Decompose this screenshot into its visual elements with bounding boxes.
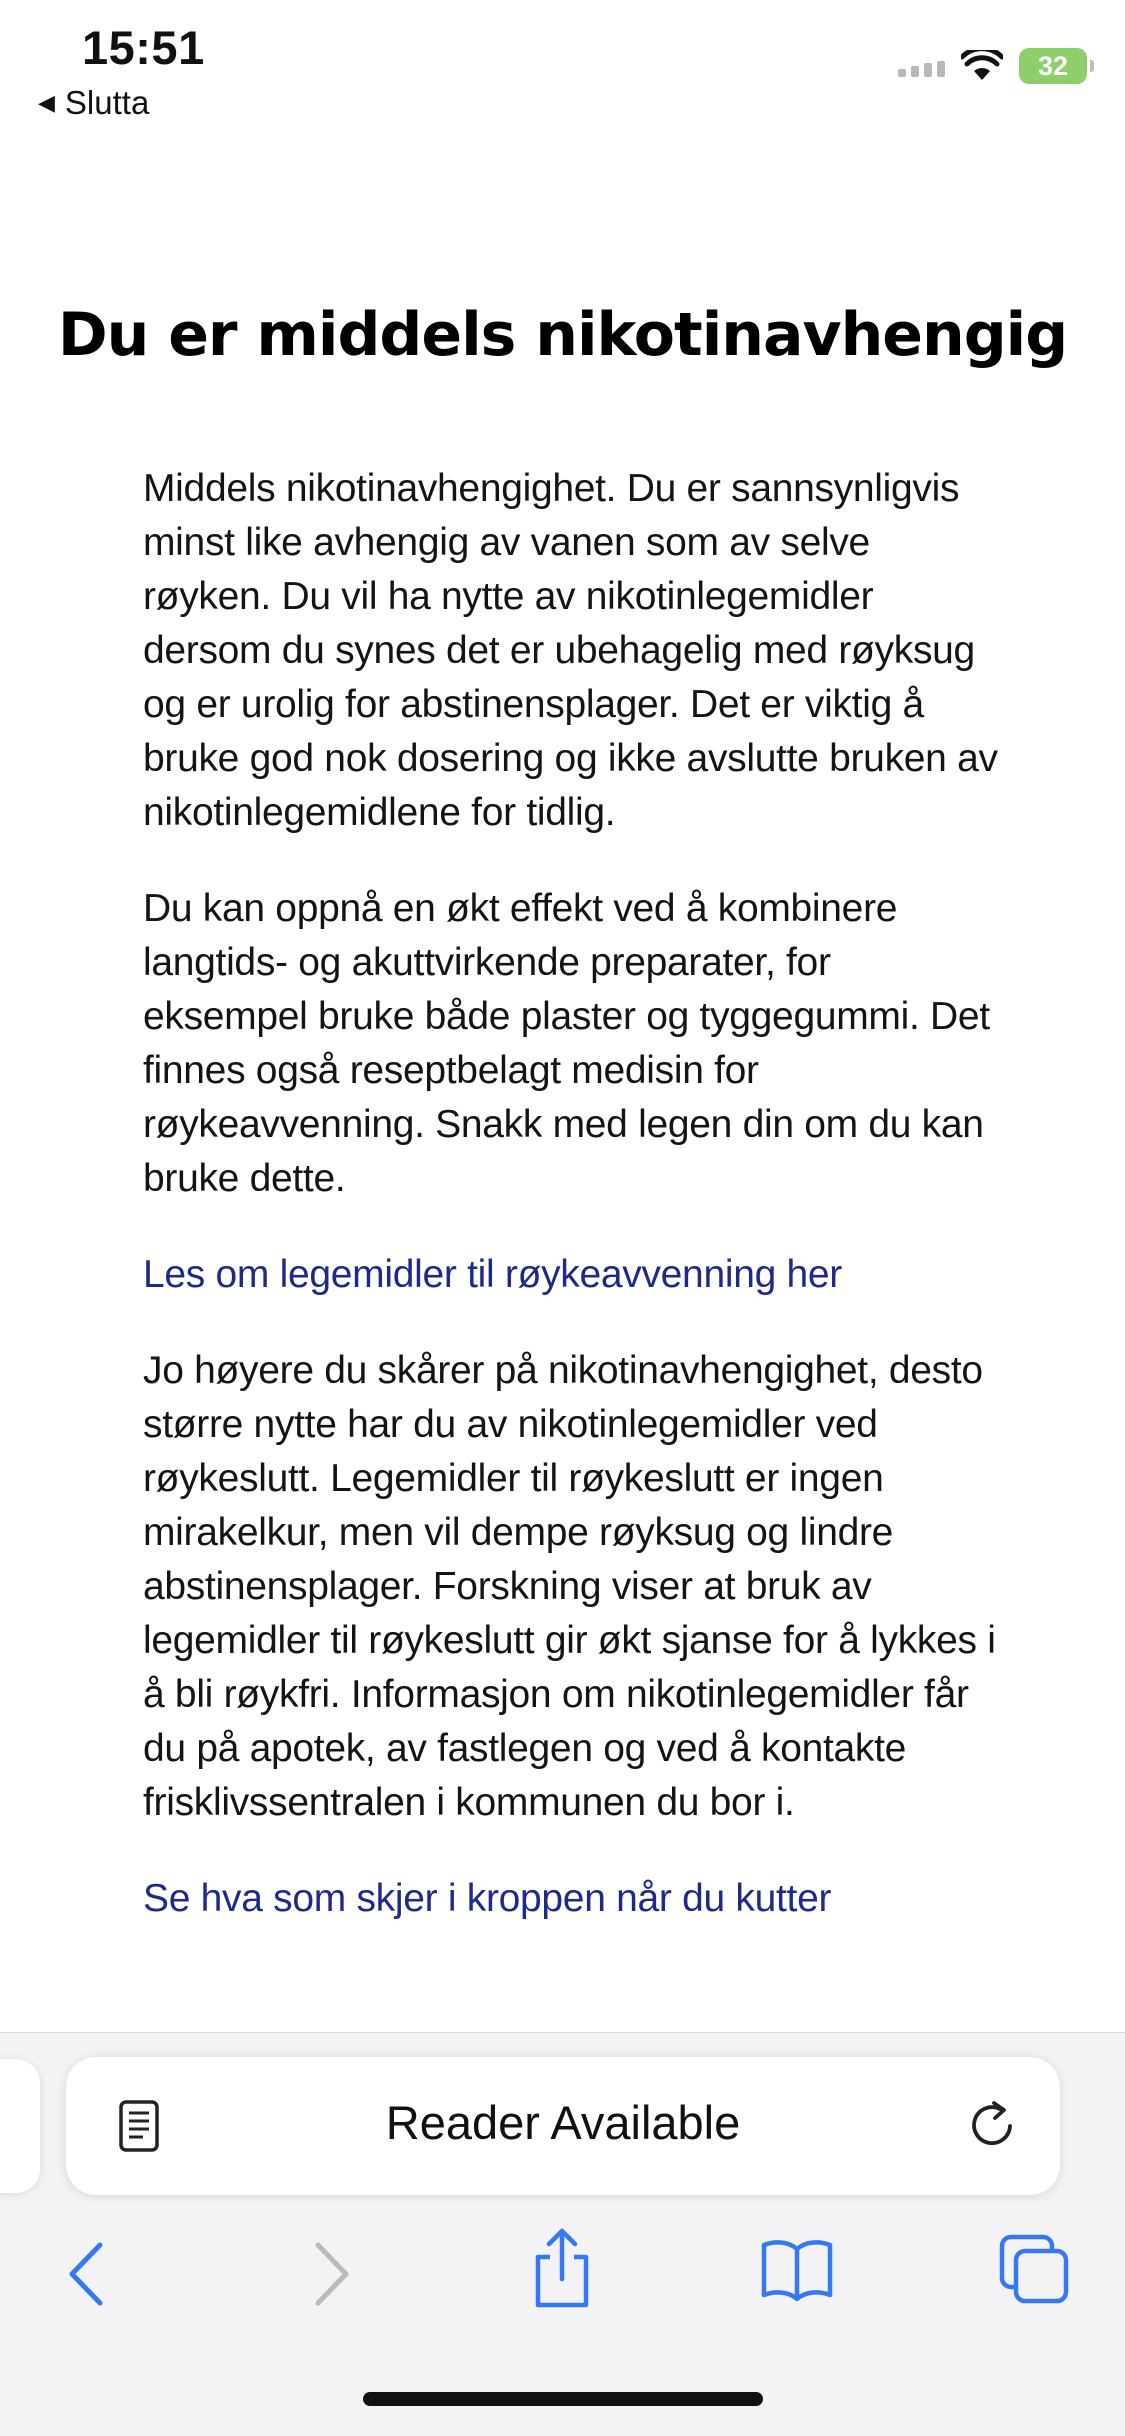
- back-app-label: Slutta: [64, 84, 150, 121]
- wifi-icon: [961, 50, 1003, 82]
- back-to-app-button[interactable]: [38, 84, 149, 122]
- article-content: [143, 462, 1003, 1968]
- reader-available-label: Reader Available: [385, 2096, 741, 2149]
- back-triangle-icon: ◀: [38, 90, 55, 115]
- browser-toolbar: [0, 2032, 1125, 2436]
- reload-icon[interactable]: [964, 2097, 1020, 2153]
- page-title: Du er middels nikotinavhengig: [57, 300, 1068, 370]
- home-indicator[interactable]: [363, 2392, 763, 2406]
- paragraph-benefits: Jo høyere du skårer på nikotinavhengighet, desto større nytte har du av nikotinlegemidler ved røykeslutt. Legemidler til røykeslutt er ingen mirakelkur, men vil dempe røyksug og lindre abstinensplager. Forskning viser at bruk av legemidler til røykeslutt gir økt sjanse for å lykkes i å bli røykfri. Informasjon om nikotinlegemidler får du på apotek, av fastlegen og ved å kontakte frisklivssentralen i kommunen du bor i.: [143, 1349, 996, 1824]
- paragraph-combination: Du kan oppnå en økt effekt ved å kombinere langtids- og akuttvirkende preparater, for eksempel bruke både plaster og tyggegummi. Det finnes også reseptbelagt medisin for røykeavvenning. Snakk med legen din om du kan bruke dette.: [143, 887, 990, 1200]
- link-body-effects[interactable]: Se hva som skjer i kroppen når du kutter: [143, 1877, 832, 1920]
- battery-icon: [1019, 48, 1087, 84]
- battery-level: 32: [1037, 50, 1069, 81]
- address-bar[interactable]: [66, 2057, 1060, 2195]
- paragraph-dependency: Middels nikotinavhengighet. Du er sannsynligvis minst like avhengig av vanen som av selve røyken. Du vil ha nytte av nikotinlegemidler dersom du synes det er ubehagelig med røyksug og er urolig for abstinensplager. Det er viktig å bruke god nok dosering og ikke avslutte bruken av nikotinlegemidlene for tidlig.: [143, 467, 998, 834]
- chevron-left-icon[interactable]: [62, 2239, 112, 2309]
- link-medications[interactable]: Les om legemidler til røykeavvenning her: [143, 1253, 842, 1296]
- chevron-right-icon[interactable]: [306, 2239, 356, 2309]
- previous-tab-preview[interactable]: [0, 2059, 40, 2193]
- share-icon[interactable]: [530, 2227, 594, 2309]
- status-time: 15:51: [82, 21, 205, 74]
- tabs-icon[interactable]: [998, 2233, 1070, 2305]
- cellular-signal-icon: [898, 55, 945, 77]
- book-icon[interactable]: [760, 2237, 834, 2301]
- status-indicators: [898, 48, 1087, 84]
